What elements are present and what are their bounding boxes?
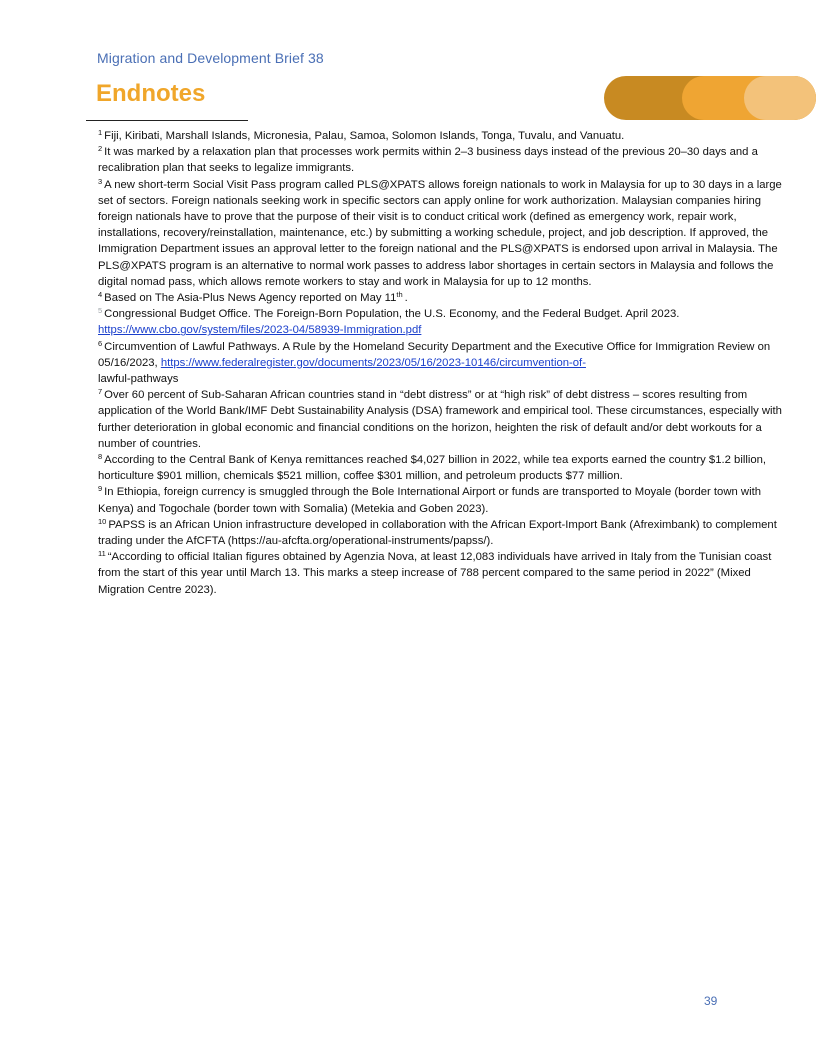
page-number: 39 (704, 994, 718, 1008)
endnote-9 (98, 484, 788, 516)
endnote-text: “According to official Italian figures obtained by Agenzia Nova, at least 12,083 individuals have arrived in Italy from the Tunisian coast from the start of this year until March 13. This marks a steep increase of 788 percent compared to the same period in 2022” (Mixed Migration Centre 2023). (98, 551, 772, 596)
endnote-3 (98, 177, 788, 290)
endnote-number: 11 (98, 549, 106, 559)
endnote-10 (98, 517, 788, 549)
federal-register-link[interactable]: https://www.federalregister.gov/documents/2023/05/16/2023-10146/circumvention-of- (160, 356, 586, 369)
endnote-number: 5 (98, 306, 103, 316)
brief-title: Migration and Development Brief 38 (97, 50, 324, 66)
endnote-number: 9 (98, 484, 103, 494)
endnote-8 (98, 452, 788, 484)
endnote-number: 1 (98, 128, 103, 137)
endnote-text: Based on The Asia-Plus News Agency reported on May 11 (104, 292, 397, 305)
endnote-text: Fiji, Kiribati, Marshall Islands, Micronesia, Palau, Samoa, Solomon Islands, Tonga, Tuvalu, and Vanuatu. (104, 130, 625, 142)
endnote-text: Over 60 percent of Sub-Saharan African countries stand in “debt distress” or at “high risk” of debt distress – scores resulting from application of the World Bank/IMF Debt Sustainability Analysis (DSA) framework and empirical tool. These circumstances, especially with further deterioration in global economic and financial conditions on the horizon, heighten the risk of default and/or debt workouts for a number of countries. (98, 389, 782, 450)
endnote-number: 10 (98, 516, 107, 526)
endnote-7 (98, 387, 788, 452)
endnote-text: Congressional Budget Office. The Foreign-Born Population, the U.S. Economy, and the Federal Budget. April 2023. (104, 308, 680, 321)
endnote-text: A new short-term Social Visit Pass program called PLS@XPATS allows foreign nationals to work in Malaysia for up to 30 days in a large set of sectors. Foreign nationals seeking work in specific sectors can apply online for work authorization. Malaysian companies hiring foreign nationals have to prove that the purpose of their visit is to conduct critical work (defined as emergency work, repair work, installations, recovery/reinstallation, maintenance, etc.) by submitting a working schedule, project, and job description. If approved, the Immigration Department issues an approval letter to the foreign national and the PLS@XPATS is endorsed upon arrival in Malaysia. The PLS@XPATS program is an alternative to normal work passes to address labor shortages in certain sectors in Malaysia and follows the digital nomad pass, which allows remote workers to stay and work in Malaysia for up to 12 months. (98, 178, 782, 288)
endnote-text: In Ethiopia, foreign currency is smuggled through the Bole International Airport or funds are transported to Moyale (border town with Kenya) and Togochale (border town with Somalia) (Metekia and Goben 2023). (98, 486, 762, 515)
endnote-number: 7 (98, 387, 103, 397)
link-continuation: lawful-pathways (98, 373, 179, 386)
endnote-number: 6 (98, 338, 103, 348)
endnote-number: 3 (98, 176, 103, 186)
section-title: Endnotes (96, 80, 206, 107)
endnote-1 (98, 128, 788, 144)
endnote-4 (98, 290, 788, 306)
decor-band-light (744, 76, 816, 120)
endnote-text: It was marked by a relaxation plan that processes work permits within 2–3 business days instead of the previous 20–30 days and a recalibration plan that seeks to legalize immigrants. (98, 146, 758, 175)
ordinal-suffix: th (396, 290, 403, 300)
endnote-2 (98, 144, 788, 176)
title-divider (86, 120, 248, 121)
endnote-number: 4 (98, 290, 103, 300)
endnote-11 (98, 549, 788, 598)
endnote-text: Circumvention of Lawful Pathways. A Rule by the Homeland Security Department and the Executive Office for Immigration Review on 05/16/2023, (98, 340, 771, 369)
endnote-text: PAPSS is an African Union infrastructure developed in collaboration with the African Export-Import Bank (Afreximbank) to complement trading under the AfCFTA (https://au-afcfta.org/operational-instruments/papss/). (98, 518, 777, 548)
header-decoration (604, 76, 816, 120)
endnote-number: 8 (98, 452, 103, 462)
endnote-tail: . (404, 292, 408, 305)
endnotes-list (98, 128, 788, 598)
endnote-6 (98, 339, 788, 388)
endnote-text: According to the Central Bank of Kenya remittances reached $4,027 billion in 2022, while tea exports earned the country $1.2 billion, horticulture $901 million, chemicals $521 million, coffee $301 million, and petroleum products $77 million. (98, 454, 767, 483)
endnote-number: 2 (98, 144, 103, 154)
endnote-5 (98, 306, 788, 338)
cbo-link[interactable]: https://www.cbo.gov/system/files/2023-04/58939-Immigration.pdf (98, 324, 422, 337)
